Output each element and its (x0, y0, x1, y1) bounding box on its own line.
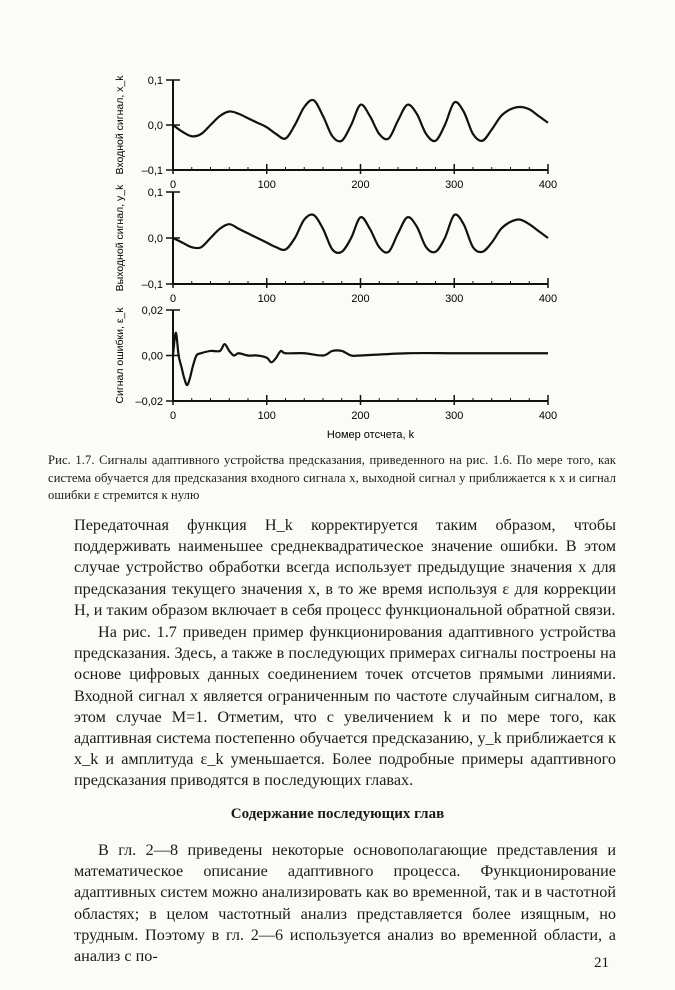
x-tick-label-1-2: 200 (351, 293, 370, 305)
x-tick-label-1-3: 300 (445, 293, 464, 305)
paragraph-2-text: На рис. 1.7 приведен пример функционирования адаптивного устройства предсказания. Здесь, а также в последующих примерах сигналы построены на основе цифровых данных соединением точек отсчетов прямыми линиями. Входной сигнал x является ограниченным по частоте случайным сигналом, в этом случае M=1. Отметим, что с увеличением k и по мере того, как адаптивная система постепенно обучается предсказанию, y_k приближается к x_k и амплитуда ε_k уменьшается. Более подробные примеры адаптивного предсказания приводятся в последующих главах. (74, 623, 616, 790)
y-tick-label-0-0: 0,1 (147, 75, 163, 87)
x-tick-label-2-3: 300 (445, 410, 464, 422)
y-tick-label-1-0: 0,1 (147, 187, 163, 199)
x-tick-label-0-2: 200 (351, 179, 370, 191)
x-tick-label-2-1: 100 (257, 410, 276, 422)
x-tick-label-2-2: 200 (351, 410, 370, 422)
series-line-0 (173, 100, 548, 141)
x-tick-label-0-0: 0 (169, 179, 177, 191)
paragraph-3-text: В гл. 2—8 приведены некоторые основополагающие представления и математическое описание адаптивного процесса. Функционирование адаптивных систем можно анализировать как во временной, так и в частотной областях; в целом частотный анализ представляется более изящным, но трудным. Поэтому в гл. 2—6 используется анализ во временной области, а анализ с по- (74, 841, 616, 966)
figure-caption: Рис. 1.7. Сигналы адаптивного устройства предсказания, приведенного на рис. 1.6. По мере того, как система обучается для предсказания входного сигнала x, выходной сигнал y приближается к x и сигнал ошибки ε стремится к нулю (48, 453, 616, 502)
figure-1-7 (0, 0, 675, 450)
y-tick-label-1-2: –0,1 (141, 279, 163, 291)
y-tick-label-2-1: 0,00 (141, 350, 163, 363)
paragraph-3 (74, 840, 616, 967)
x-tick-label-0-3: 300 (445, 179, 464, 191)
paragraph-1-text: Передаточная функция H_k корректируется таким образом, чтобы поддерживать наименьшее среднеквадратическое значение ошибки. В этом случае устройство обработки всегда использует предыдущие значения x для предсказания текущего значения x, в то же время используя ε для коррекции H, и таким образом включает в себя процесс функциональной обратной связи. (74, 516, 616, 619)
y-tick-label-0-1: 0,0 (147, 120, 163, 132)
x-tick-label-0-4: 400 (538, 179, 558, 191)
x-tick-label-1-4: 400 (538, 293, 558, 305)
x-tick-label-1-1: 100 (257, 293, 276, 305)
paragraph-1 (74, 515, 616, 621)
y-tick-label-2-0: 0,02 (141, 305, 163, 317)
y-axis-label-2: Сигнал ошибки, ε_k (114, 307, 126, 404)
x-tick-label-0-1: 100 (257, 179, 276, 191)
x-axis-label-2: Номер отсчета, k (326, 429, 415, 441)
page-number: 21 (594, 955, 609, 971)
series-line-1 (173, 215, 548, 253)
y-tick-label-2-2: –0,02 (135, 396, 163, 408)
x-tick-label-2-0: 0 (169, 410, 177, 422)
y-tick-label-0-2: –0,1 (141, 165, 163, 177)
x-tick-label-1-0: 0 (169, 293, 177, 305)
y-axis-label-1: Выходной сигнал, y_k (114, 184, 126, 292)
paragraph-2 (74, 622, 616, 792)
y-axis-label-0: Входной сигнал, x_k (114, 75, 126, 175)
x-tick-label-2-4: 400 (538, 410, 558, 422)
y-tick-label-1-1: 0,0 (147, 233, 163, 245)
section-heading: Содержание последующих глав (230, 806, 445, 822)
series-line-2 (173, 333, 548, 385)
